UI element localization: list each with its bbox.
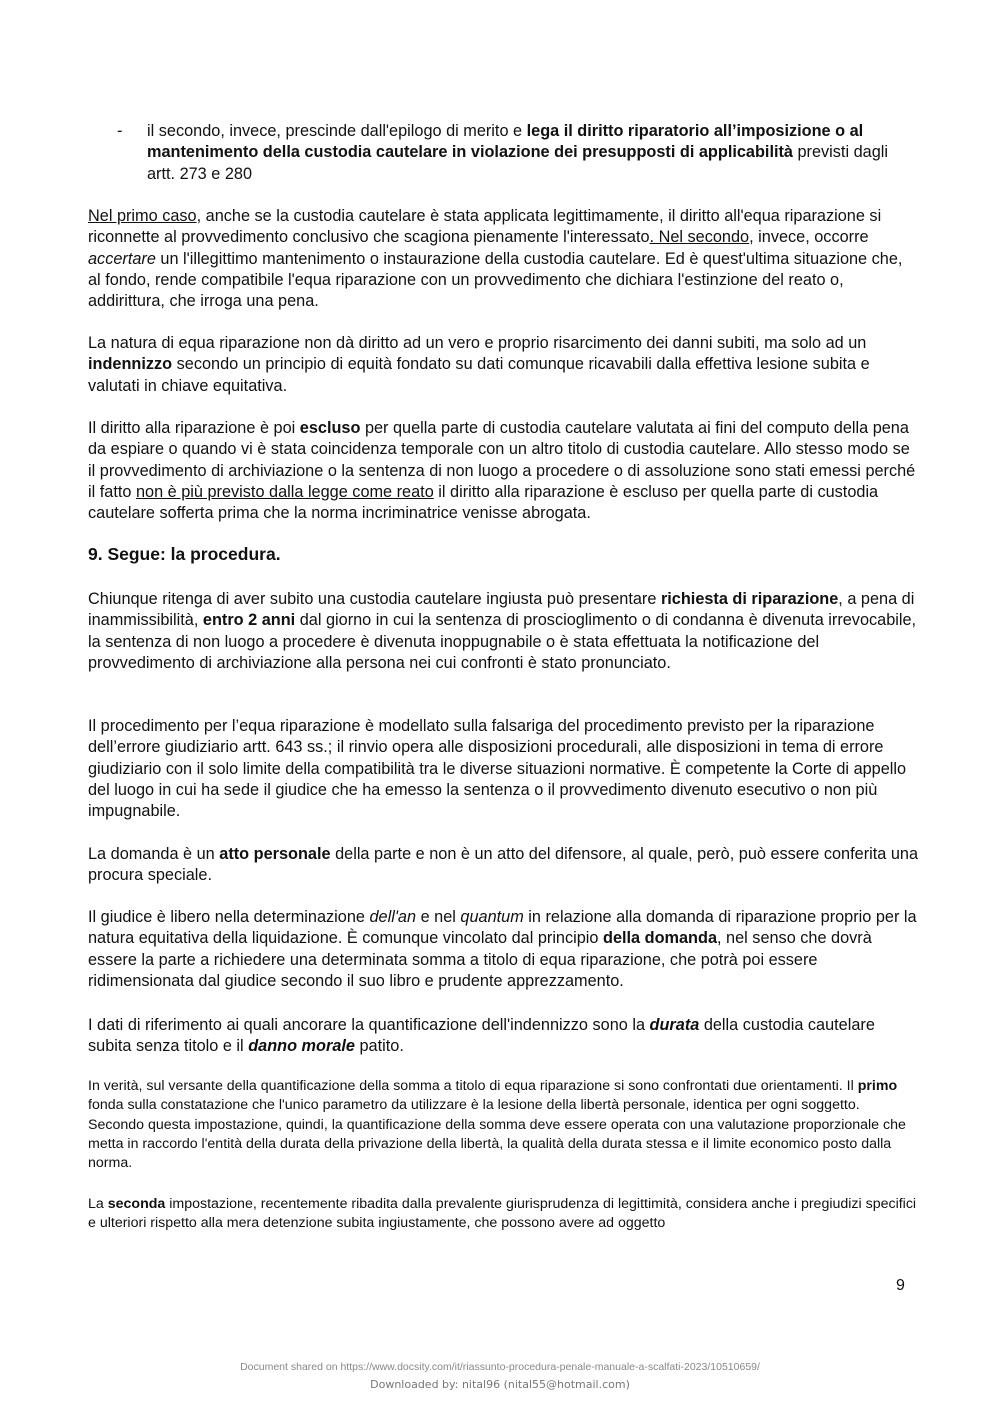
paragraph-natura-equa-riparazione: La natura di equa riparazione non dà diritto ad un vero e proprio risarcimento dei danni subiti, ma solo ad un indennizzo secondo un principio di equità fondato su dati comunque ricavabili dalla effettiva lesione subita e valutati in chiave equitativa.	[88, 334, 870, 395]
footer-downloaded-by: Downloaded by: nital96 (nital55@hotmail.com)	[370, 1378, 630, 1391]
paragraph-diritto-escluso: Il diritto alla riparazione è poi escluso per quella parte di custodia cautelare valutata ai fini del computo della pena da espiare o quando vi è stata coincidenza temporale con un altro titolo di custodia cautelare. Allo stesso modo se il provvedimento di archiviazione o la sentenza di non luogo a procedere o di assoluzione sono stati emessi perché il fatto non è più previsto dalla legge come reato il diritto alla riparazione è escluso per quella parte di custodia cautelare sofferta prima che la norma incriminatrice venisse abrogata.	[88, 419, 916, 523]
paragraph-giudice-libero: Il giudice è libero nella determinazione dell'an e nel quantum in relazione alla domanda di riparazione proprio per la natura equitativa della liquidazione. È comunque vincolato dal principio della domanda, nel senso che dovrà essere la parte a richiedere una determinata somma a titolo di equa riparazione, che potrà poi essere ridimensionata dal giudice secondo il suo libro e prudente apprezzamento.	[88, 908, 917, 990]
paragraph-domanda: La domanda è un atto personale della parte e non è un atto del difensore, al quale, però, può essere conferita una procura speciale.	[88, 845, 918, 885]
paragraph-primo-secondo-caso: Nel primo caso, anche se la custodia cautelare è stata applicata legittimamente, il diritto all'equa riparazione si riconnette al provvedimento conclusivo che scagiona pienamente l'interessato. Nel secondo, invece, occorre accertare un l'illegittimo mantenimento o instaurazione della custodia cautelare. Ed è quest'ultima situazione che, al fondo, rende compatibile l'equa riparazione con un provvedimento che dichiara l'estinzione del reato o, addirittura, che irroga una pena.	[88, 207, 903, 311]
section-heading: 9. Segue: la procedura.	[88, 544, 281, 564]
paragraph-orientamenti: In verità, sul versante della quantificazione della somma a titolo di equa riparazione si sono confrontati due orientamenti. Il primo fonda sulla constatazione che l'unico parametro da utilizzare è la lesione della libertà personale, identica per ogni soggetto. Secondo questa impostazione, quindi, la quantificazione della somma deve essere operata con una valutazione proporzionale che metta in raccordo l'entità della durata della privazione della libertà, la qualità della durata stessa e il limite economico posto dalla norma.	[88, 1078, 906, 1172]
paragraph-dati-riferimento: I dati di riferimento ai quali ancorare la quantificazione dell'indennizzo sono la durata della custodia cautelare subita senza titolo e il danno morale patito.	[88, 1016, 875, 1056]
footer-shared-link[interactable]: Document shared on https://www.docsity.com/it/riassunto-procedura-penale-manuale-a-scalfati-2023/10510659/	[240, 1361, 760, 1373]
paragraph-richiesta-riparazione: Chiunque ritenga di aver subito una custodia cautelare ingiusta può presentare richiesta di riparazione, a pena di inammissibilità, entro 2 anni dal giorno in cui la sentenza di proscioglimento o di condanna è divenuta irrevocabile, la sentenza di non luogo a procedere è divenuta inoppugnabile o è stata effettuata la notificazione del provvedimento di archiviazione alla persona nei cui confronti è stato pronunciato.	[88, 590, 917, 672]
page-number: 9	[896, 1277, 905, 1294]
paragraph-procedimento: Il procedimento per l’equa riparazione è modellato sulla falsariga del procedimento previsto per la riparazione dell’errore giudiziario artt. 643 ss.; il rinvio opera alle disposizioni procedurali, alle disposizioni in tema di errore giudiziario con il solo limite della compatibilità tra le diverse situazioni normative. È competente la Corte di appello del luogo in cui ha sede il giudice che ha emesso la sentenza o il provvedimento divenuto esecutivo o non più impugnabile.	[88, 717, 907, 821]
bullet-dash: -	[117, 122, 123, 140]
paragraph-seconda-impostazione: La seconda impostazione, recentemente ribadita dalla prevalente giurisprudenza di legittimità, considera anche i pregiudizi specifici e ulteriori rispetto alla mera detenzione subita ingiustamente, che possono avere ad oggetto	[88, 1196, 917, 1232]
bullet-item-second: il secondo, invece, prescinde dall'epilogo di merito e lega il diritto riparatorio all’imposizione o al mantenimento della custodia cautelare in violazione dei presupposti di applicabilità previsti dagli artt. 273 e 280	[147, 122, 888, 183]
